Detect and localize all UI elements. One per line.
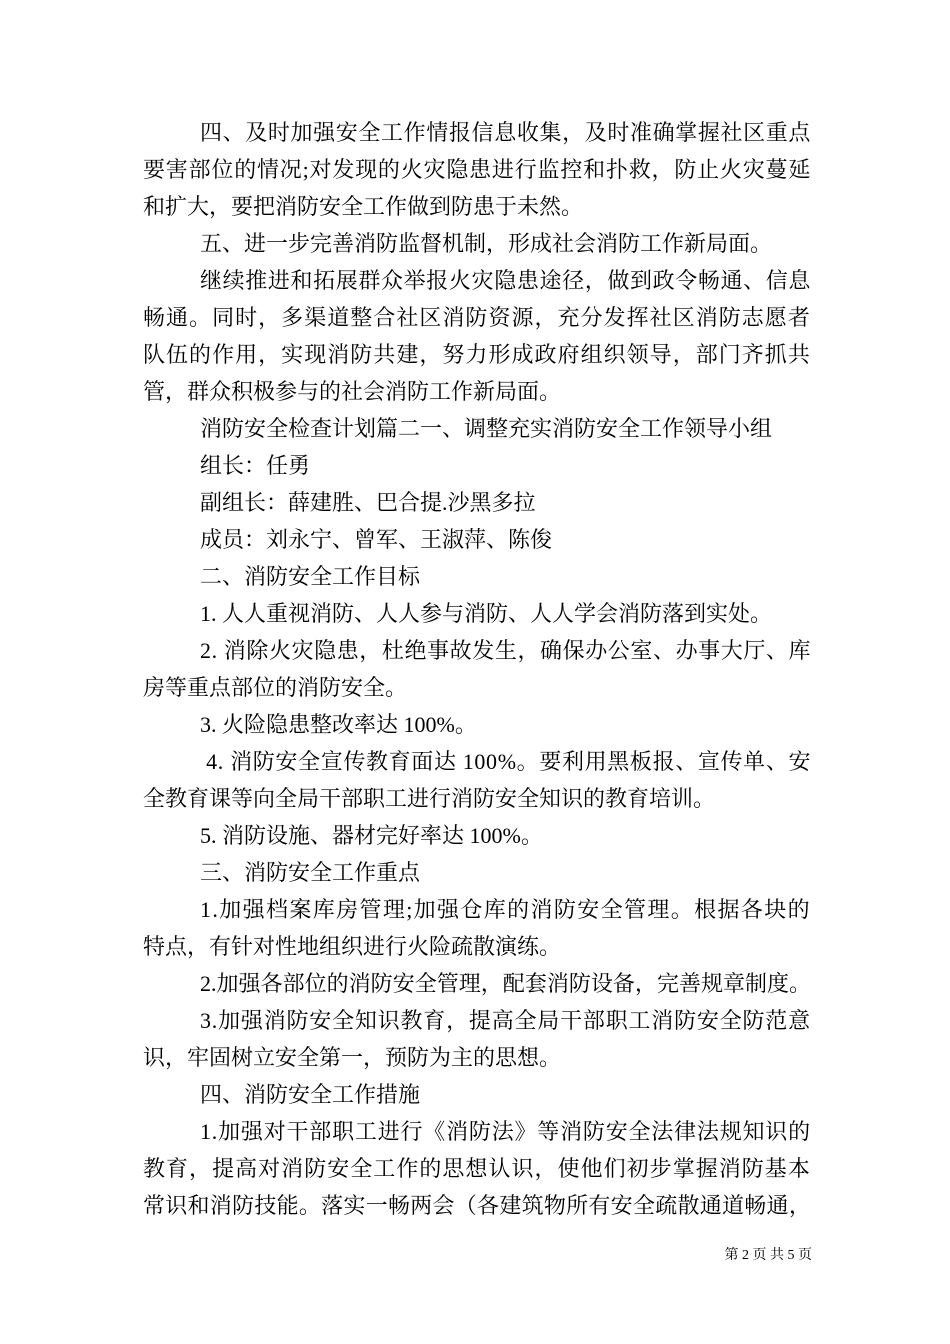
text-line: 识，牢固树立安全第一，预防为主的思想。 xyxy=(143,1045,562,1070)
text-line: 副组长：薛建胜、巴合提.沙黑多拉 xyxy=(200,490,536,515)
text-line: 常识和消防技能。落实一畅两会（各建筑物所有安全疏散通道畅通， xyxy=(143,1193,812,1218)
text-line: 组长：任勇 xyxy=(200,453,311,478)
text-line: 全教育课等向全局干部职工进行消防安全知识的教育培训。 xyxy=(143,786,716,811)
document-body xyxy=(143,114,811,1224)
text-line: 1.加强对干部职工进行《消防法》等消防安全法律法规知识的 xyxy=(200,1119,811,1144)
text-line: 3.加强消防安全知识教育，提高全局干部职工消防安全防范意 xyxy=(200,1008,811,1033)
text-line: 四、消防安全工作措施 xyxy=(200,1082,421,1107)
text-line: 五、进一步完善消防监督机制，形成社会消防工作新局面。 xyxy=(200,231,773,256)
text-line: 教育，提高对消防安全工作的思想认识，使他们初步掌握消防基本 xyxy=(143,1156,811,1181)
text-line: 特点，有针对性地组织进行火险疏散演练。 xyxy=(143,934,562,959)
text-line: 1.加强档案库房管理;加强仓库的消防安全管理。根据各块的 xyxy=(200,897,811,922)
text-line: 消防安全检查计划篇二一、调整充实消防安全工作领导小组 xyxy=(200,416,773,441)
text-line: 3. 火险隐患整改率达 100%。 xyxy=(200,712,477,737)
text-line: 继续推进和拓展群众举报火灾隐患途径，做到政令畅通、信息 xyxy=(200,268,812,293)
text-line: 5. 消防设施、器材完好率达 100%。 xyxy=(200,823,543,848)
text-line: 畅通。同时，多渠道整合社区消防资源，充分发挥社区消防志愿者 xyxy=(143,305,811,330)
text-line: 三、消防安全工作重点 xyxy=(200,860,421,885)
page-number-footer: 第 2 页 共 5 页 xyxy=(724,1248,812,1263)
text-line: 房等重点部位的消防安全。 xyxy=(143,675,408,700)
text-line: 要害部位的情况;对发现的火灾隐患进行监控和扑救，防止火灾蔓延 xyxy=(143,157,812,182)
text-line: 1. 人人重视消防、人人参与消防、人人学会消防落到实处。 xyxy=(200,601,773,626)
text-line: 管，群众积极参与的社会消防工作新局面。 xyxy=(143,379,562,404)
text-line: 成员：刘永宁、曾军、王淑萍、陈俊 xyxy=(200,527,553,552)
text-line: 四、及时加强安全工作情报信息收集，及时准确掌握社区重点 xyxy=(200,120,812,145)
text-line: 4. 消防安全宣传教育面达 100%。要利用黑板报、宣传单、安 xyxy=(200,749,812,774)
text-line: 和扩大，要把消防安全工作做到防患于未然。 xyxy=(143,194,584,219)
text-line: 队伍的作用，实现消防共建，努力形成政府组织领导，部门齐抓共 xyxy=(143,342,811,367)
text-line: 2.加强各部位的消防安全管理，配套消防设备，完善规章制度。 xyxy=(200,971,812,996)
text-line: 2. 消除火灾隐患，杜绝事故发生，确保办公室、办事大厅、库 xyxy=(200,638,812,663)
text-line: 二、消防安全工作目标 xyxy=(200,564,421,589)
